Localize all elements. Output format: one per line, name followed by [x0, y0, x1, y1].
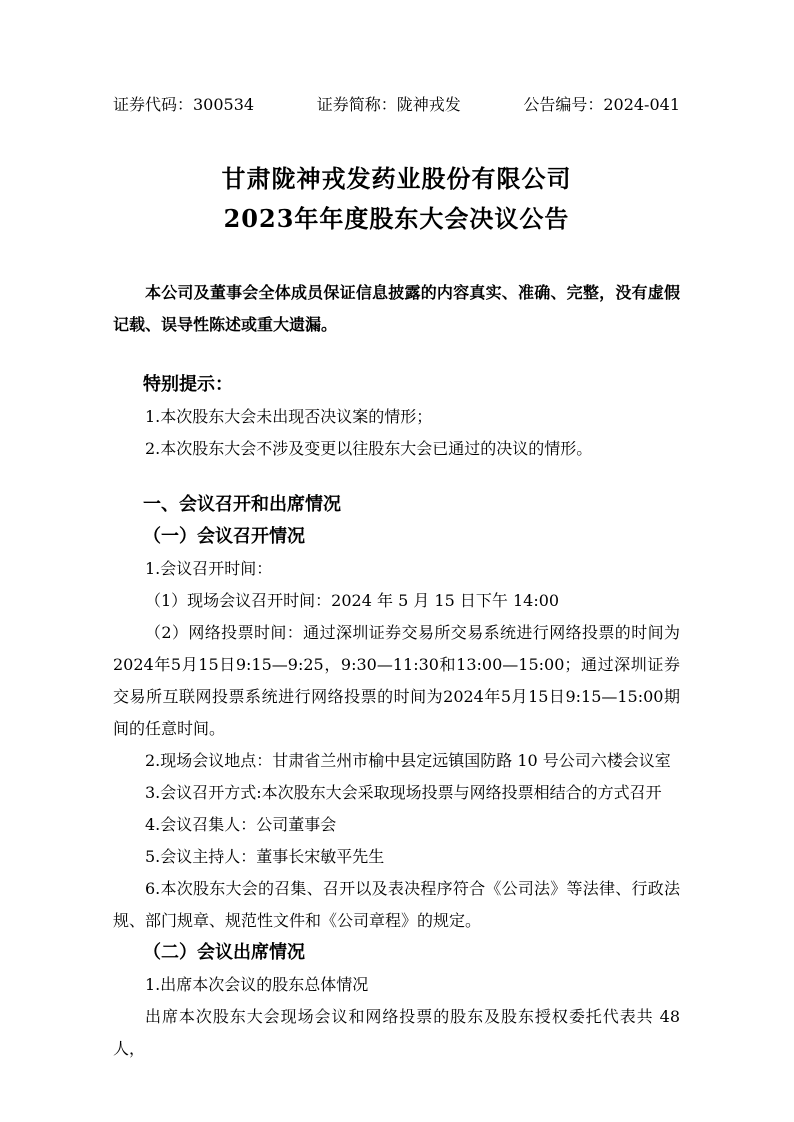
para-meeting-location: 2.现场会议地点：甘肃省兰州市榆中县定远镇国防路 10 号公司六楼会议室	[145, 751, 671, 770]
subsection-heading-attendance: （二）会议出席情况	[143, 942, 305, 963]
special-notice-item-2: 2.本次股东大会不涉及变更以往股东大会已通过的决议的情形。	[145, 439, 593, 458]
section-heading-meeting: 一、会议召开和出席情况	[143, 494, 341, 515]
stock-abbr-text: 证券简称：陇神戎发	[316, 95, 461, 114]
title-block	[113, 159, 680, 239]
para-meeting-chair: 5.会议主持人：董事长宋敏平先生	[145, 847, 385, 866]
announcement-number-text: 公告编号：2024-041	[523, 95, 680, 114]
para-attendance-overview-label: 1.出席本次会议的股东总体情况	[145, 975, 369, 994]
para-meeting-convener: 4.会议召集人：公司董事会	[145, 815, 337, 834]
para-attendance-count: 出席本次股东大会现场会议和网络投票的股东及股东授权委托代表共 48 人，	[113, 1007, 680, 1058]
para-meeting-time-label: 1.会议召开时间：	[145, 559, 273, 578]
subsection-heading-convening: （一）会议召开情况	[143, 526, 305, 547]
para-onsite-meeting-time: （1）现场会议召开时间：2024 年 5 月 15 日下午 14:00	[145, 591, 560, 610]
company-title: 甘肃陇神戎发药业股份有限公司	[221, 164, 572, 193]
para-meeting-method: 3.会议召开方式:本次股东大会采取现场投票与网络投票相结合的方式召开	[145, 783, 662, 802]
para-procedure-compliance: 6.本次股东大会的召集、召开以及表决程序符合《公司法》等法律、行政法规、部门规章、规范性文件和《公司章程》的规定。	[113, 879, 680, 930]
special-notice-item-1: 1.本次股东大会未出现否决议案的情形；	[145, 407, 433, 426]
doc-header	[113, 93, 680, 117]
para-online-voting-time: （2）网络投票时间：通过深圳证券交易所交易系统进行网络投票的时间为2024年5月15日9:15—9:25，9:30—11:30和13:00—15:00；通过深圳证券交易所互联网投票系统进行网络投票的时间为2024年5月15日9:15—15:00期间的任意时间。	[113, 623, 680, 738]
stock-code-text: 证券代码：300534	[113, 95, 255, 114]
disclaimer-text: 本公司及董事会全体成员保证信息披露的内容真实、准确、完整，没有虚假记载、误导性陈述或重大遗漏。	[113, 283, 680, 334]
announcement-title: 2023年年度股东大会决议公告	[223, 204, 570, 233]
special-notice-heading: 特别提示：	[143, 374, 233, 395]
